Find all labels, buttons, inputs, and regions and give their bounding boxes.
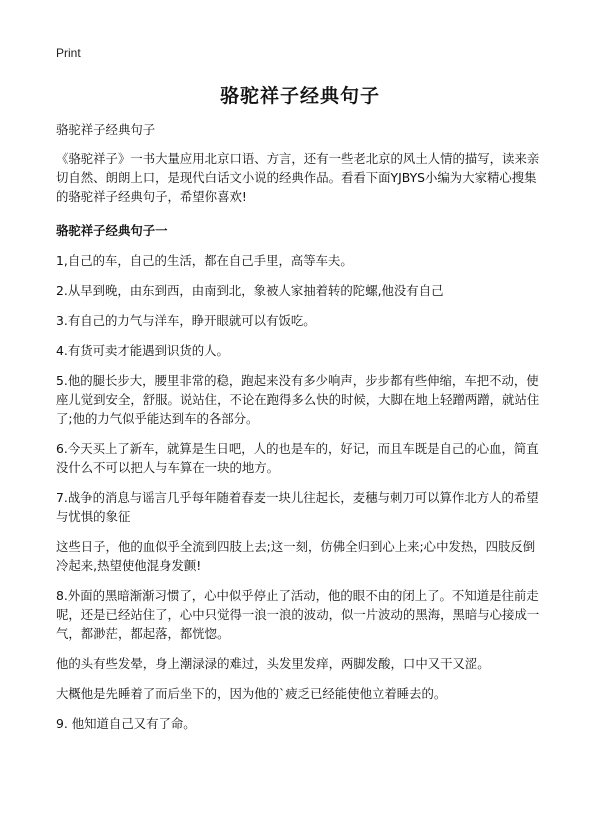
paragraph: 2.从早到晚，由东到西，由南到北，象被人家抽着转的陀螺,他没有自己 <box>56 283 444 298</box>
article-subtitle: 骆驼祥子经典句子 <box>56 122 156 137</box>
paragraph: 1,自己的车，自己的生活，都在自己手里，高等车夫。 <box>56 253 353 268</box>
paragraph: 这些日子，他的血似乎全流到四肢上去;这一刻，仿佛全归到心上来;心中发热，四肢反倒冷起来,热望使他混身发颤! <box>56 539 536 573</box>
paragraph: 他的头有些发晕，身上潮渌渌的难过，头发里发痒，两脚发酸，口中又干又涩。 <box>56 656 490 671</box>
paragraph: 大概他是先睡着了而后坐下的，因为他的`疲乏已经能使他立着睡去的。 <box>56 686 447 701</box>
paragraph: 8.外面的黑暗渐渐习惯了，心中似乎停止了活动，他的眼不由的闭上了。不知道是往前走呢，还是已经站住了，心中只觉得一浪一浪的波动，似一片波动的黑海，黑暗与心接成一气，都渺茫，都起落，都恍惚。 <box>56 588 540 641</box>
paragraph: 9. 他知道自己又有了命。 <box>56 716 196 731</box>
page-title: 骆驼祥子经典句子 <box>219 85 380 107</box>
paragraph: 7.战争的消息与谣言几乎每年随着春麦一块儿往起长，麦穗与刺刀可以算作北方人的希望与忧惧的象征 <box>56 490 539 524</box>
paragraph: 6.今天买上了新车，就算是生日吧，人的也是车的，好记，而且车既是自己的心血，简直没什么不可以把人与车算在一块的地方。 <box>56 441 539 475</box>
paragraph: 4.有货可卖才能遇到识货的人。 <box>56 343 229 358</box>
section-heading: 骆驼祥子经典句子一 <box>56 223 168 238</box>
print-link[interactable]: Print <box>56 46 81 60</box>
intro-paragraph: 《骆驼祥子》一书大量应用北京口语、方言，还有一些老北京的风土人情的描写，读来亲切自然、朗朗上口，是现代白话文小说的经典作品。看看下面YJBYS小编为大家精心搜集的骆驼祥子经典句子，希望你喜欢! <box>56 151 540 204</box>
paragraph: 5.他的腿长步大，腰里非常的稳，跑起来没有多少响声，步步都有些伸缩，车把不动，使座儿觉到安全，舒服。说站住，不论在跑得多么快的时候，大脚在地上轻蹭两蹭，就站住了;他的力气似乎能达到车的各部分。 <box>56 373 540 426</box>
article-body <box>56 120 544 744</box>
paragraph: 3.有自己的力气与洋车，睁开眼就可以有饭吃。 <box>56 313 316 328</box>
